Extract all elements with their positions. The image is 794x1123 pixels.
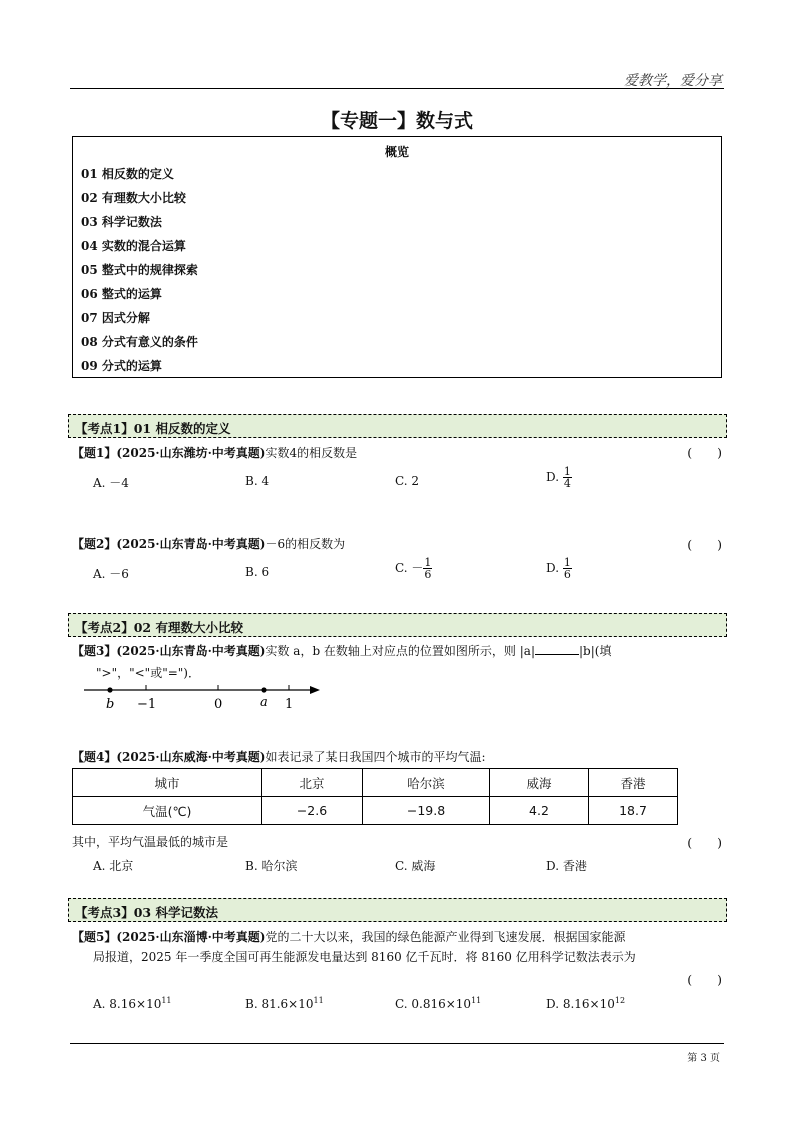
temperature-table (72, 768, 678, 825)
option-c-base: C. 0.816×10 (395, 997, 472, 1011)
question-text: －6的相反数为 (265, 537, 346, 551)
overview-item: 03 科学记数法 (81, 215, 162, 229)
option-a: A. －4 (93, 476, 129, 490)
overview-item: 02 有理数大小比较 (81, 191, 186, 205)
section-header-1: 【考点1】01 相反数的定义 (68, 414, 727, 438)
table-cell: 城市 (73, 769, 262, 797)
question-text: 实数4的相反数是 (265, 446, 358, 460)
exponent: 11 (161, 996, 172, 1005)
table-cell: 北京 (262, 769, 363, 797)
overview-heading: 概览 (384, 145, 409, 159)
option-a: A. 北京 (93, 859, 134, 873)
table-cell: 4.2 (490, 797, 589, 825)
tick-label: b (106, 697, 115, 712)
tick-label: −1 (137, 697, 157, 712)
exponent: 12 (614, 996, 626, 1005)
table-cell: 18.7 (589, 797, 678, 825)
question-2 (72, 535, 345, 552)
exponent: 11 (313, 996, 324, 1005)
option-d (546, 466, 572, 489)
table-cell: 哈尔滨 (363, 769, 490, 797)
table-cell: 香港 (589, 769, 678, 797)
answer-paren: ( ) (687, 972, 722, 987)
option-b: B. 哈尔滨 (245, 859, 298, 873)
footer-divider (70, 1043, 724, 1044)
fraction (563, 466, 572, 489)
numerator: 1 (563, 556, 571, 569)
option-d: D. 香港 (546, 859, 587, 873)
option-c: C. 2 (395, 474, 420, 488)
option-b: B. 6 (245, 565, 270, 579)
question-tag: 【题2】(2025·山东青岛·中考真题) (72, 537, 266, 551)
overview-item: 01 相反数的定义 (81, 167, 174, 181)
option-c: C. 威海 (395, 859, 436, 873)
overview-box (72, 136, 722, 378)
numerator: 1 (563, 465, 571, 478)
option-d (546, 557, 572, 580)
answer-paren: ( ) (687, 835, 722, 850)
option-d (546, 996, 625, 1011)
exponent: 11 (471, 996, 482, 1005)
question-tag: 【题4】(2025·山东威海·中考真题) (72, 750, 266, 764)
table-cell: 威海 (490, 769, 589, 797)
question-tag: 【题3】(2025·山东青岛·中考真题) (72, 644, 266, 658)
overview-item: 08 分式有意义的条件 (81, 335, 198, 349)
option-c (395, 557, 432, 580)
answer-blank (535, 644, 579, 655)
question-text: 党的二十大以来，我国的绿色能源产业得到飞速发展．根据国家能源 (265, 930, 626, 944)
arrow-icon (310, 686, 320, 694)
option-c (395, 996, 481, 1011)
page-number: 第 3 页 (687, 1053, 720, 1064)
section-header-2: 【考点2】02 有理数大小比较 (68, 613, 727, 637)
table-cell: −19.8 (363, 797, 490, 825)
header-motto: 爱教学，爱分享 (624, 73, 722, 89)
option-b: B. 4 (245, 474, 270, 488)
point-a (261, 687, 266, 692)
question-5-line2: 局报道，2025 年一季度全国可再生能源发电量达到 8160 亿千瓦时．将 8160 亿用科学记数法表示为 (93, 950, 636, 964)
option-c-prefix: C. － (395, 561, 424, 575)
question-4-followup: 其中，平均气温最低的城市是 (72, 835, 229, 849)
denominator: 6 (424, 568, 432, 581)
answer-paren: ( ) (687, 445, 722, 460)
overview-item: 07 因式分解 (81, 311, 150, 325)
denominator: 6 (563, 568, 571, 581)
option-d-base: D. 8.16×10 (546, 997, 615, 1011)
question-tag: 【题5】(2025·山东淄博·中考真题) (72, 930, 266, 944)
option-d-prefix: D. (546, 561, 563, 575)
question-1 (72, 444, 357, 461)
option-a-base: A. 8.16×10 (93, 997, 162, 1011)
section-header-3: 【考点3】03 科学记数法 (68, 898, 727, 922)
overview-item: 09 分式的运算 (81, 359, 162, 373)
question-text: 实数 a，b 在数轴上对应点的位置如图所示，则 |a| (265, 644, 535, 658)
option-d-prefix: D. (546, 470, 563, 484)
question-text-cont: |b|(填 (579, 644, 612, 658)
point-b (107, 687, 112, 692)
page-title: 【专题一】数与式 (320, 110, 473, 132)
option-b (245, 996, 324, 1011)
denominator: 4 (563, 477, 571, 490)
question-text: 如表记录了某日我国四个城市的平均气温: (265, 750, 486, 764)
question-4 (72, 748, 486, 765)
answer-paren: ( ) (687, 537, 722, 552)
table-row (73, 769, 678, 797)
fraction (563, 557, 572, 580)
option-a: A. －6 (93, 567, 129, 581)
tick-label: 0 (214, 697, 223, 712)
number-line (84, 680, 324, 712)
table-cell: −2.6 (262, 797, 363, 825)
overview-item: 06 整式的运算 (81, 287, 162, 301)
question-tag: 【题1】(2025·山东潍坊·中考真题) (72, 446, 266, 460)
overview-item: 05 整式中的规律探索 (81, 263, 198, 277)
overview-item: 04 实数的混合运算 (81, 239, 186, 253)
table-cell: 气温(℃) (73, 797, 262, 825)
tick-label: 1 (285, 697, 294, 712)
tick-label: a (260, 695, 268, 710)
fraction (423, 557, 432, 580)
table-row (73, 797, 678, 825)
numerator: 1 (424, 556, 432, 569)
question-5 (72, 928, 726, 945)
option-a (93, 996, 172, 1011)
option-b-base: B. 81.6×10 (245, 997, 314, 1011)
question-3 (72, 642, 611, 659)
question-3-line2: ">"，"<"或"=")． (96, 666, 200, 680)
header-divider (70, 88, 724, 89)
